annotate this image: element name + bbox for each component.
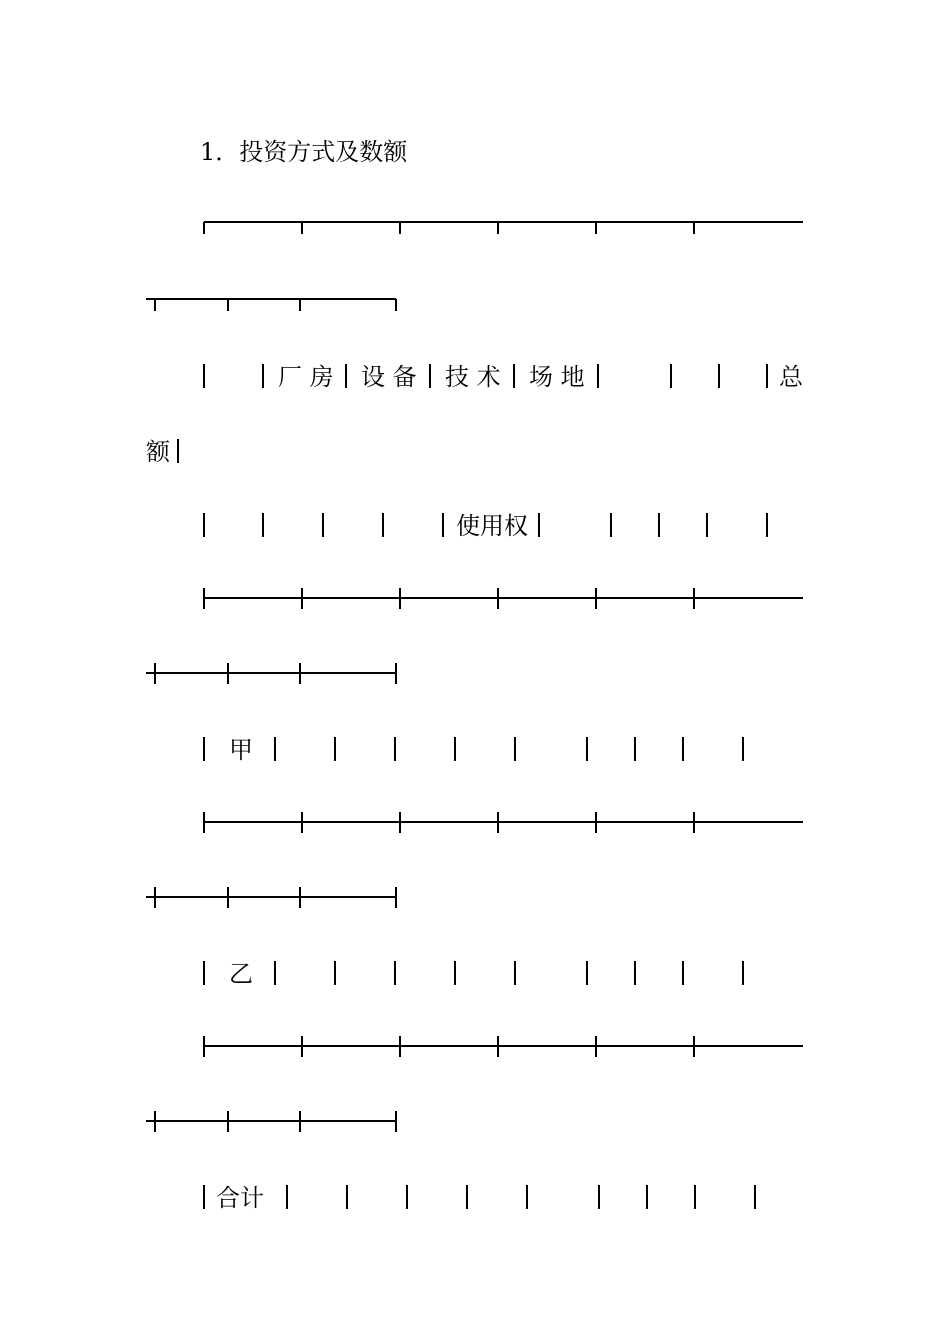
header-cell-zong-wrap: 额 <box>146 438 170 466</box>
row-separator-1 <box>146 588 803 684</box>
row-separator-2 <box>146 812 803 908</box>
header-cell-shebei: 设 备 <box>361 363 417 391</box>
row-label-yi: 乙 <box>229 960 253 988</box>
row-separator-3 <box>146 1036 803 1132</box>
row-yi-bars <box>204 961 743 985</box>
row-label-jia: 甲 <box>229 736 253 764</box>
header-cell-changdi: 场 地 <box>529 363 585 391</box>
header-cell-shiyongquan: 使用权 <box>456 512 528 540</box>
header-cell-changfang: 厂 房 <box>278 363 334 391</box>
row-total-bars <box>204 1185 755 1209</box>
header-cell-jishu: 技 术 <box>445 363 501 391</box>
section-heading: 1．投资方式及数额 <box>200 138 408 166</box>
header-cell-zong: 总 <box>779 363 803 391</box>
row-label-total: 合计 <box>216 1184 264 1212</box>
row-jia-bars <box>204 737 743 761</box>
